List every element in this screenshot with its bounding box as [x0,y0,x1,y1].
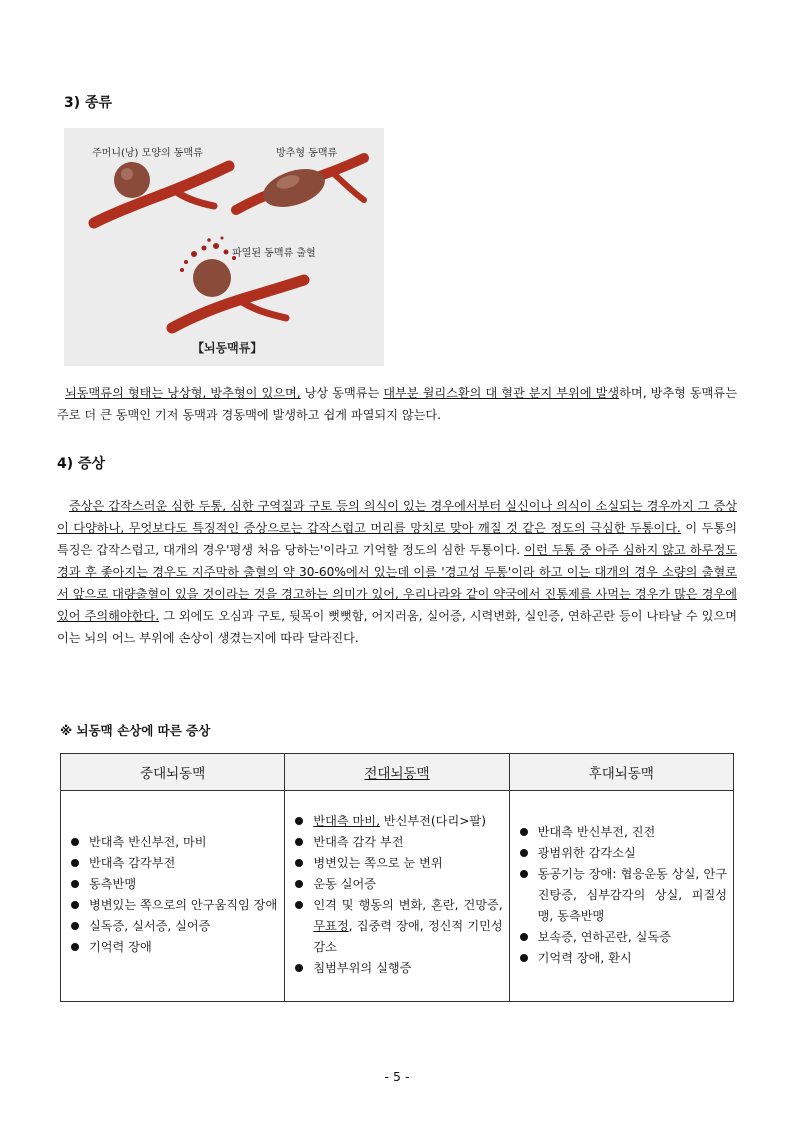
paragraph-types [57,382,737,426]
list-item: 침범부위의 실행증 [313,958,502,979]
list-item: 기억력 장애 [89,937,278,958]
list-item: 반대측 감각부전 [89,853,278,874]
table-row [61,791,734,1002]
header-aca [285,754,509,791]
saccular-aneurysm-shape [114,162,150,198]
figure-caption: 【뇌동맥류】 [192,341,263,355]
list-item: 반대측 반신부전, 마비 [89,832,278,853]
para2-text-4: 그 외에도 오심과 구토, 뒷목이 뻣뻣함, 어지러움, 실어증, 시력변화, 실인증, 연하곤란 등이 나타날 수 있으며 이는 뇌의 어느 부위에 손상이 생겼는지에 따라 달라진다. [57,609,737,645]
para1-underlined-3: 대부분 윌리스환의 대 혈관 분지 부위에 발생 [383,386,620,400]
aca-cog-underlined: 무표정 [313,919,349,933]
list-item [313,811,502,832]
para2-text-2: 이 두통의 특징은 갑작스럽고, 대개의 경우'평생 처음 당하는'이라고 기억할 정도의 심한 두통이다. [57,521,737,557]
para1-text-2: 낭상 동맥류는 [300,386,384,400]
page-number: - 5 - [384,1069,410,1084]
para1-text-4: 하며, 방추형 동맥류는 주로 더 큰 동맥인 기저 동맥과 경동맥에 발생하고 쉽게 파열되지 않는다. [57,386,737,422]
list-item: 병변있는 쪽으로 눈 변위 [313,853,502,874]
label-ruptured: 파열된 동맥류 출혈 [232,248,316,259]
section-heading-types: 3) 종류 [64,95,113,111]
list-item: 반대측 반신부전, 진전 [538,822,727,843]
label-fusiform: 방추형 동맥류 [276,148,338,159]
paragraph-symptoms [57,495,737,649]
table-note: ※ 뇌동맥 손상에 따른 증상 [60,723,211,738]
header-aca-label: 전대뇌동맥 [364,766,430,782]
aneurysm-figure [64,128,384,366]
cell-aca [285,791,509,1002]
cell-mca [61,791,285,1002]
label-saccular: 주머니(낭) 모양의 동맥류 [92,148,203,159]
aca-item-rest: 반신부전(다리>팔) [379,814,486,828]
list-item: 보속증, 연하곤란, 실독증 [538,927,727,948]
aca-item-underlined: 반대측 마비, [313,814,380,828]
cell-pca [509,791,733,1002]
section-heading-symptoms: 4) 증상 [57,456,106,472]
list-item: 반대측 감각 부전 [313,832,502,853]
ruptured-aneurysm-shape [193,259,231,297]
aca-cog-a: 인격 및 행동의 변화, 혼란, 건망증, [313,898,503,912]
list-item [313,895,502,958]
list-item: 기억력 장애, 환시 [538,948,727,969]
list-item: 운동 실어증 [313,874,502,895]
list-item: 병변있는 쪽으로의 안구움직임 장애 [89,895,278,916]
artery-symptom-table [60,753,734,1002]
para2-underlined-3: 이런 두통 중 아주 심하지 않고 하루정도 경과 후 좋아지는 경우도 지주막하 출혈의 약 30-60%에서 있는데 이를 '경고성 두통'이라 하고 이는 대개의 경우 소량의 출혈로서 앞으로 대량출혈이 있을 것이라는 것을 경고하는 의미가 있어, 우리나라와 같이 약국에서 진통제를 사먹는 경우가 많은 경우에 있어 주의해야한다. [57,543,737,623]
list-item: 동측반맹 [89,874,278,895]
fusiform-aneurysm-shape [258,162,329,214]
list-item: 실독증, 실서증, 실어증 [89,916,278,937]
para1-underlined-1: 뇌동맥류의 형태는 낭상형, 방추형이 있으며, [65,386,301,400]
header-pca: 후대뇌동맥 [509,754,733,791]
list-item: 광범위한 감각소실 [538,843,727,864]
para2-underlined-1: 증상은 갑작스러운 심한 두통, 심한 구역질과 구토 등의 의식이 있는 경우에서부터 실신이나 의식이 소실되는 경우까지 그 증상이 다양하나, 무엇보다도 특징적인 증상으로는 갑작스럽고 머리를 망치로 맞아 깨질 것 같은 정도의 극심한 두통이다. [57,499,737,535]
table-header-row [61,754,734,791]
aneurysm-illustration [64,128,384,366]
list-item: 동공기능 장애: 협응운동 상실, 안구 진탕증, 심부감각의 상실, 피질성 맹, 동측반맹 [538,864,727,927]
header-mca: 중대뇌동맥 [61,754,285,791]
aca-cog-b: , 집중력 장애, 정신적 기민성 감소 [313,919,503,954]
